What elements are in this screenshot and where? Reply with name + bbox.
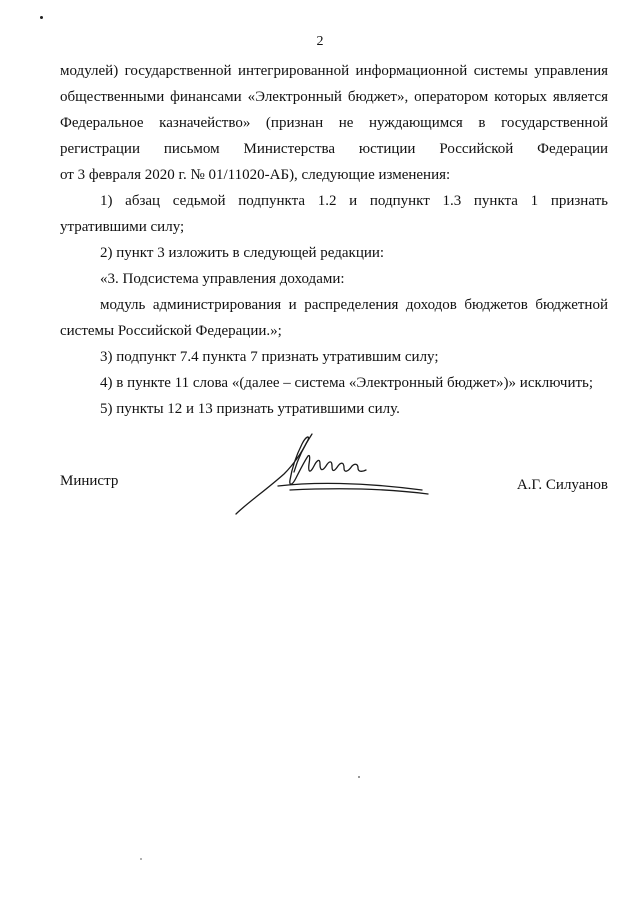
text-line: модулей) государственной интегрированной информационной системы управления [60,63,608,79]
scan-speck [358,776,360,778]
paragraph-item-1: 1) абзац седьмой подпункта 1.2 и подпункт 1.3 пункта 1 признать утратившими силу; [60,193,608,235]
paragraph-quote-body: модуль администрирования и распределения доходов бюджетов бюджетной системы Российской Федерации.»; [60,297,608,339]
scan-speck [140,858,142,860]
page-number: 2 [316,34,324,49]
paragraph-quote-heading: «3. Подсистема управления доходами: [100,271,345,287]
document-body [60,58,608,422]
text-line: Федеральное казначейство» (признан не нуждающимся в государственной [60,115,608,131]
paragraph-item-4: 4) в пункте 11 слова «(далее – система «Электронный бюджет»)» исключить; [100,375,594,391]
text-line: общественными финансами «Электронный бюджет», оператором которых является [60,89,608,105]
paragraph-item-3: 3) подпункт 7.4 пункта 7 признать утратившим силу; [100,349,439,365]
scan-speck [40,16,43,19]
text-line: регистрации письмом Министерства юстиции Российской Федерации [60,141,608,157]
signatory-title: Министр [60,473,119,489]
signatory-name: А.Г. Силуанов [516,477,608,493]
paragraph-item-5: 5) пункты 12 и 13 признать утратившими силу. [100,401,400,417]
paragraph-intro [60,58,608,188]
handwritten-signature [232,428,432,520]
text-line: от 3 февраля 2020 г. № 01/11020-АБ), следующие изменения: [60,167,451,183]
paragraph-item-2: 2) пункт 3 изложить в следующей редакции: [100,245,385,261]
